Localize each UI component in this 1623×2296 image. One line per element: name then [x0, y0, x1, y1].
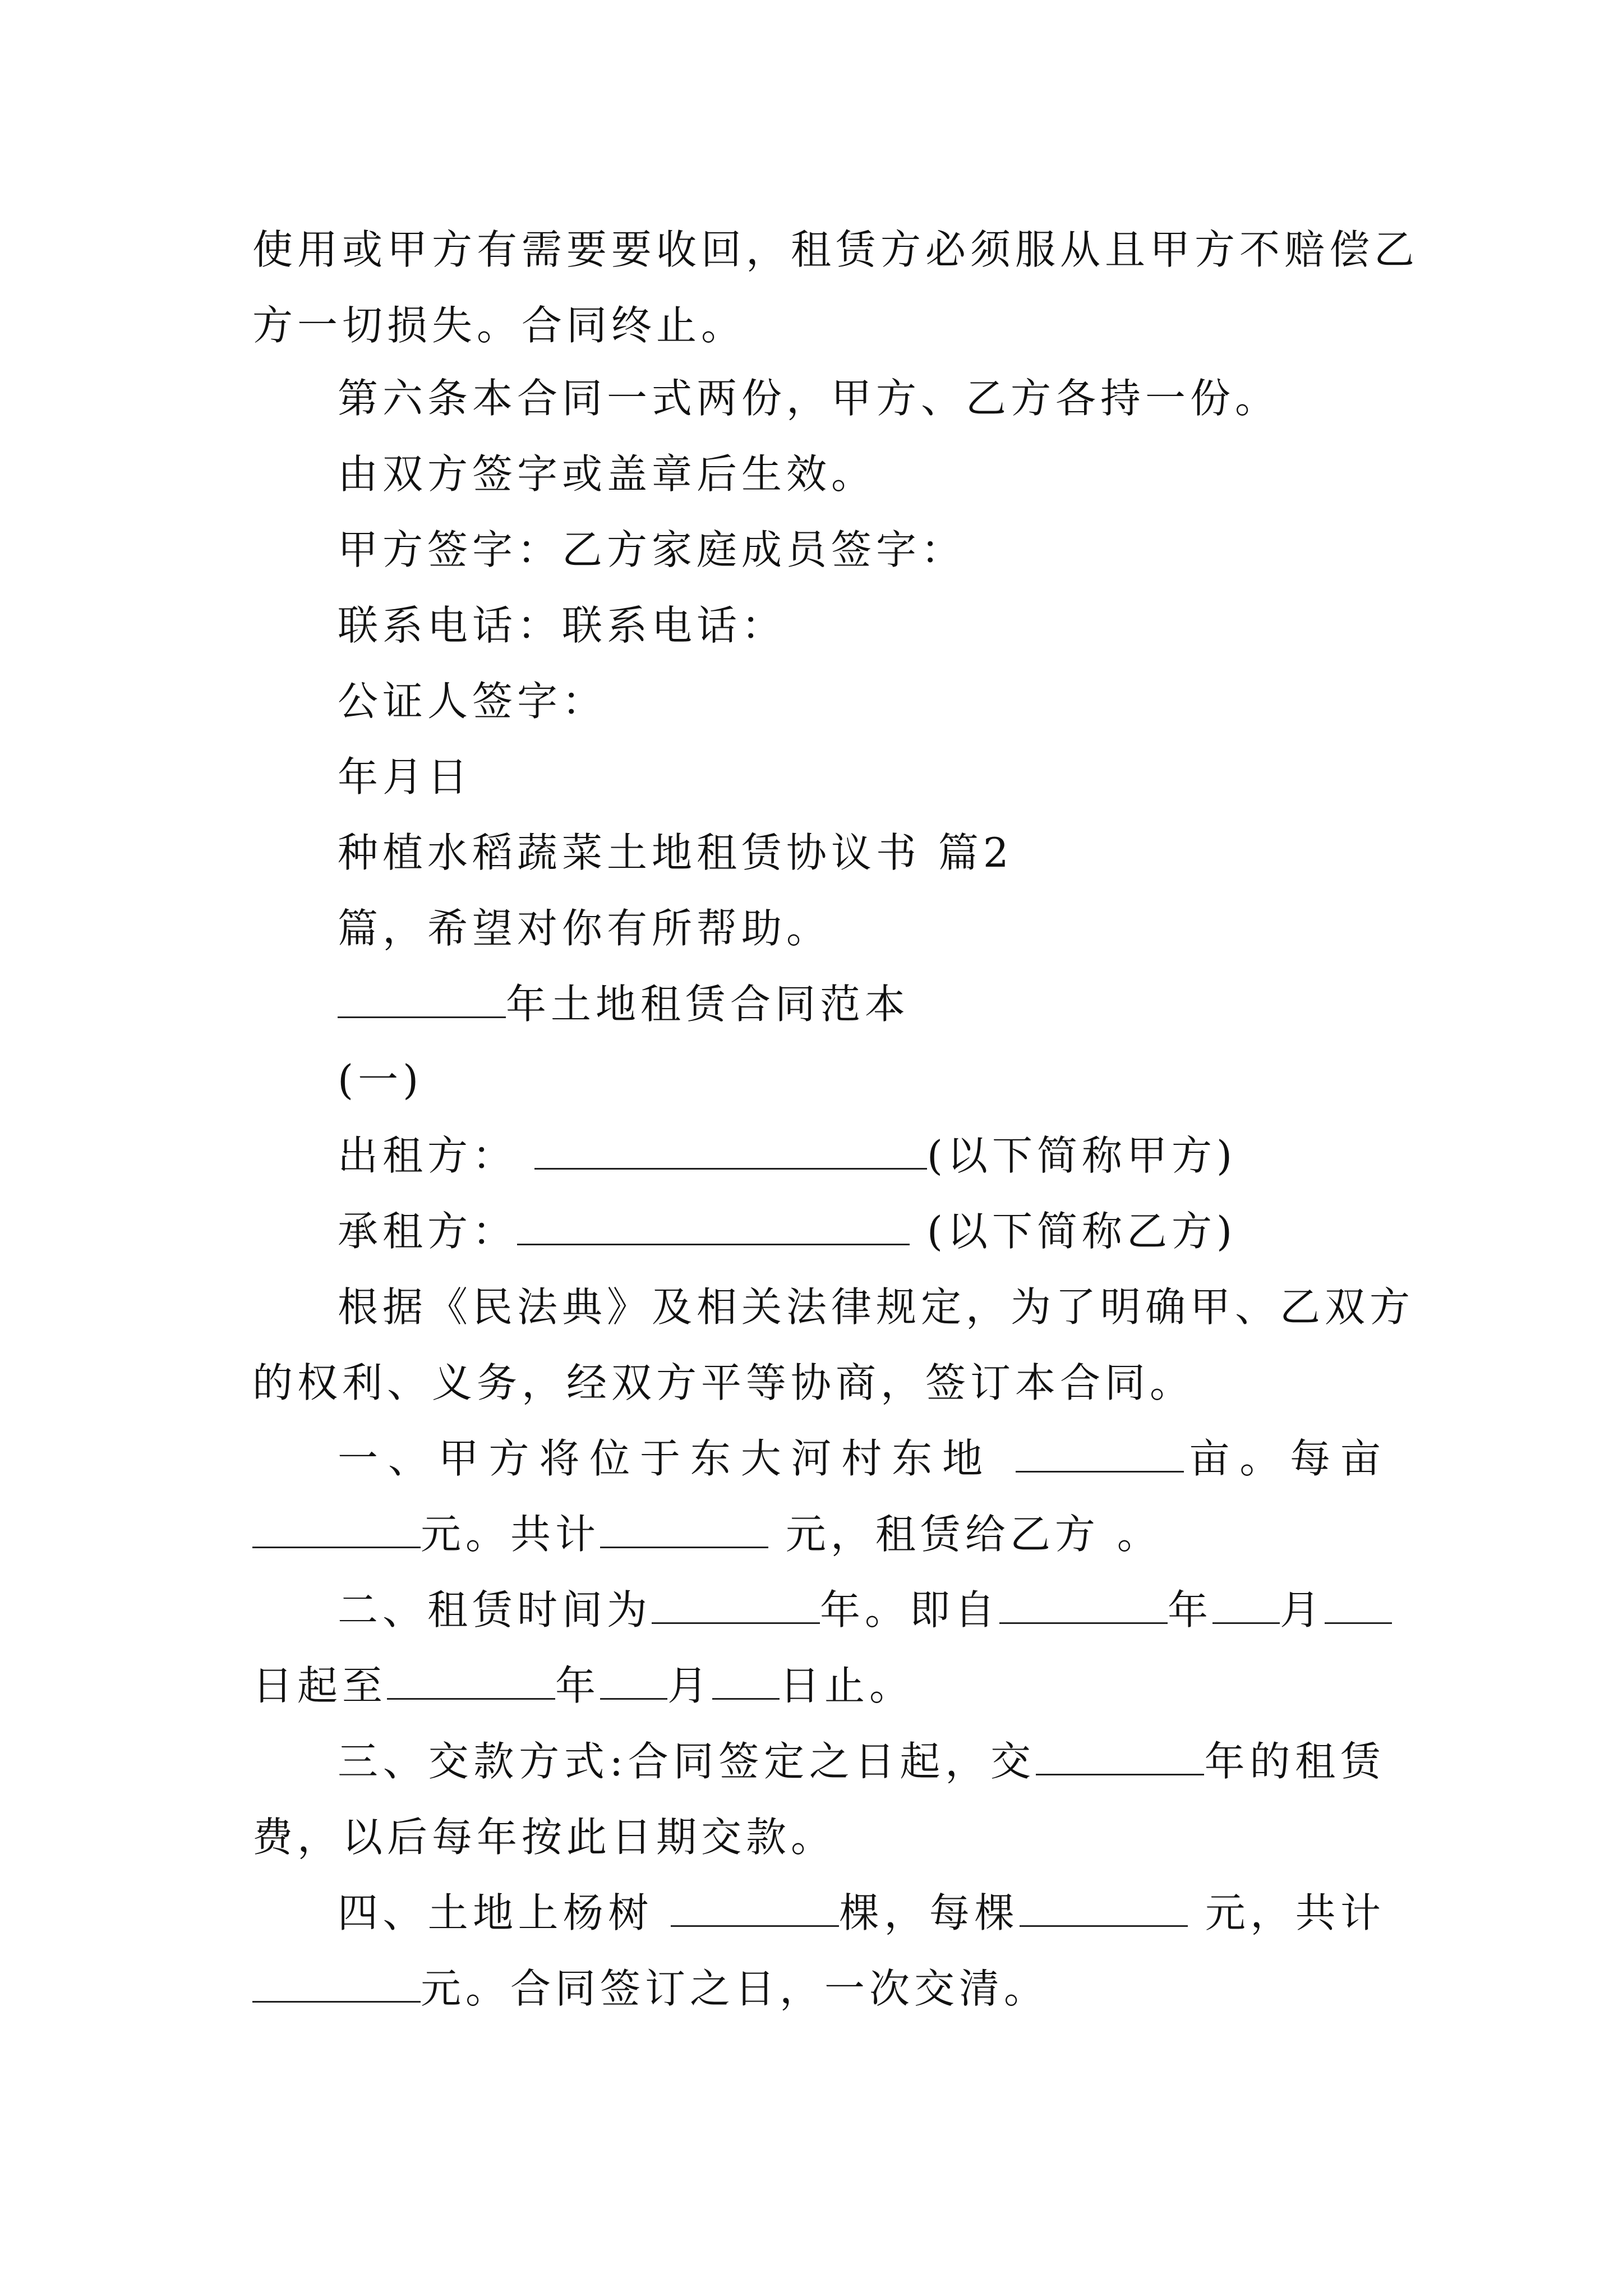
- price-blank-field[interactable]: [252, 1513, 421, 1548]
- lessor-line: [338, 1128, 1385, 1184]
- clause-four-text-4: 元。合同签订之日，一次交清。: [421, 1965, 1049, 2012]
- clause-four-text-2: 棵，每棵: [838, 1889, 1020, 1936]
- years-blank-field[interactable]: [652, 1589, 820, 1624]
- lessor-label: 出租方：: [338, 1132, 518, 1179]
- start-month-blank-field[interactable]: [1212, 1589, 1280, 1624]
- clause-two-text-2: 年。即自: [820, 1586, 1000, 1634]
- phone-line: 联系电话：联系电话：: [338, 602, 787, 649]
- clause-four-line: [338, 1885, 1385, 1941]
- start-day-blank-field[interactable]: [1325, 1589, 1392, 1624]
- part-number: (一): [338, 1056, 423, 1103]
- paragraph-line: 的权利、义务，经双方平等协商，签订本合同。: [252, 1359, 1195, 1406]
- clause-one-text-4: 元，租赁给乙方 。: [768, 1511, 1162, 1558]
- tree-price-blank-field[interactable]: [1020, 1892, 1188, 1927]
- payment-years-blank-field[interactable]: [1036, 1740, 1204, 1775]
- clause-four-text-3: 元，共计: [1187, 1889, 1385, 1936]
- clause-two-line: [338, 1582, 1385, 1638]
- clause-three-line-2: 费，以后每年按此日期交款。: [252, 1814, 836, 1861]
- clause-one-text-2: 亩。每亩: [1183, 1435, 1385, 1482]
- area-blank-field[interactable]: [1016, 1437, 1184, 1473]
- lessee-label: 承租方：: [338, 1208, 518, 1255]
- clause-four-text: 四、土地上杨树: [338, 1889, 671, 1936]
- end-day-blank-field[interactable]: [712, 1664, 780, 1700]
- lessee-blank-field[interactable]: [517, 1210, 910, 1245]
- clause-two-text-8: 日止。: [780, 1662, 915, 1709]
- notary-signature-line: 公证人签字：: [338, 678, 607, 725]
- clause-four-line-2: [252, 1961, 1385, 2017]
- lessee-line: [338, 1203, 1385, 1259]
- clause-two-text-3: 年: [1168, 1586, 1213, 1634]
- end-month-blank-field[interactable]: [600, 1664, 667, 1700]
- total-blank-field[interactable]: [600, 1513, 768, 1548]
- clause-one-line: [338, 1430, 1385, 1487]
- tree-total-blank-field[interactable]: [252, 1967, 421, 2003]
- clause-three-text: 三、交款方式:合同签定之日起，交: [338, 1738, 1036, 1785]
- clause-six: 第六条本合同一式两份，甲方、乙方各持一份。: [338, 375, 1280, 422]
- lessor-blank-field[interactable]: [534, 1134, 927, 1170]
- signature-line: 甲方签字：乙方家庭成员签字：: [338, 526, 966, 573]
- paragraph-line: 篇，希望对你有所帮助。: [338, 905, 832, 952]
- paragraph-line: 使用或甲方有需要要收回，租赁方必须服从且甲方不赔偿乙: [252, 226, 1419, 273]
- clause-three-text-2: 年的租赁: [1204, 1738, 1385, 1785]
- lessor-note: (以下简称甲方): [926, 1132, 1237, 1179]
- clause-two-text: 二、租赁时间为: [338, 1586, 652, 1634]
- end-year-blank-field[interactable]: [387, 1664, 555, 1700]
- lessee-note: (以下简称乙方): [910, 1208, 1237, 1255]
- clause-two-text-4: 月: [1280, 1586, 1325, 1634]
- contract-title: [338, 976, 1385, 1032]
- paragraph-line: 方一切损失。合同终止。: [252, 302, 746, 349]
- tree-count-blank-field[interactable]: [671, 1892, 839, 1927]
- contract-title-text: 年土地租赁合同范本: [506, 981, 910, 1028]
- clause-one-line-2: [252, 1506, 1385, 1562]
- blank-field[interactable]: [338, 983, 506, 1018]
- date-line: 年月日: [338, 753, 473, 800]
- section-heading: 种植水稻蔬菜土地租赁协议书 篇2: [338, 829, 1013, 876]
- clause-one-text-3: 元。共计: [421, 1511, 601, 1558]
- clause-two-text-5: 日起至: [252, 1662, 388, 1709]
- clause-three-line: [338, 1733, 1385, 1789]
- start-year-blank-field[interactable]: [999, 1589, 1168, 1624]
- clause-two-line-2: [252, 1658, 1385, 1714]
- paragraph-line: 根据《民法典》及相关法律规定，为了明确甲、乙双方: [338, 1283, 1415, 1331]
- clause-one-text: 一、甲方将位于东大河村东地: [338, 1435, 1016, 1482]
- clause-two-text-6: 年: [555, 1662, 601, 1709]
- effective-clause: 由双方签字或盖章后生效。: [338, 450, 877, 498]
- clause-two-text-7: 月: [667, 1662, 713, 1709]
